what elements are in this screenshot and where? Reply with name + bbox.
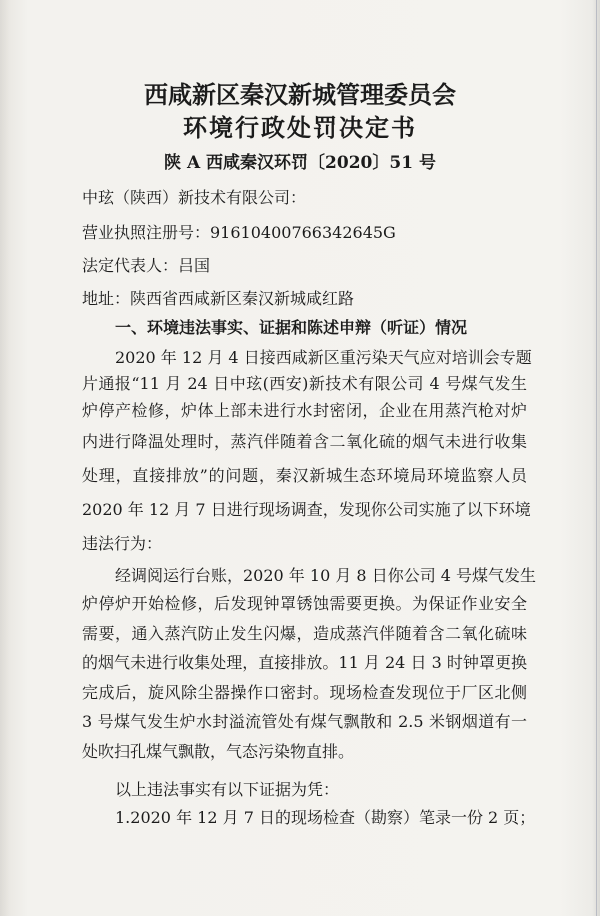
issuing-organization: 西咸新区秦汉新城管理委员会 — [144, 80, 456, 109]
document-title: 环境行政处罚决定书 — [183, 113, 417, 142]
para2-line: 炉停炉开始检修，后发现钟罩锈蚀需要更换。为保证作业安全 — [82, 594, 527, 613]
para2-line: 处吹扫孔煤气飘散，气态污染物直排。 — [82, 742, 355, 761]
document-number: 陕 A 西咸秦汉环罚〔2020〕51 号 — [164, 153, 436, 173]
para2-line: 的烟气未进行收集处理，直接排放。11 月 24 日 3 时钟罩更换 — [82, 653, 527, 672]
para2-line: 完成后，旋风除尘器操作口密封。现场检查发现位于厂区北侧 — [82, 683, 527, 702]
para1-line: 2020 年 12 月 7 日进行现场调查，发现你公司实施了以下环境 — [82, 500, 531, 519]
para1-line: 内进行降温处理时，蒸汽伴随着含二氧化硫的烟气未进行收集 — [82, 432, 527, 451]
party-address: 地址：陕西省西咸新区秦汉新城咸红路 — [82, 289, 355, 308]
para1-line: 片通报“11 月 24 日中玹(西安)新技术有限公司 4 号煤气发生 — [82, 374, 527, 393]
para1-line: 炉停产检修，炉体上部未进行水封密闭，企业在用蒸汽枪对炉 — [82, 401, 527, 420]
para2-line: 需要，通入蒸汽防止发生闪爆，造成蒸汽伴随着含二氧化硫味 — [82, 624, 527, 643]
evidence-item: 1.2020 年 12 月 7 日的现场检查（勘察）笔录一份 2 页； — [115, 808, 536, 827]
party-company: 中玹（陕西）新技术有限公司： — [82, 188, 307, 207]
para1-line: 2020 年 12 月 4 日接西咸新区重污染天气应对培训会专题 — [115, 348, 532, 367]
party-license: 营业执照注册号：91610400766342645G — [82, 223, 396, 242]
para2-line: 3 号煤气发生炉水封溢流管处有煤气飘散和 2.5 米钢烟道有一 — [82, 712, 527, 731]
evidence-intro: 以上违法事实有以下证据为凭： — [115, 780, 340, 799]
para1-line: 处理，直接排放”的问题，秦汉新城生态环境局环境监察人员 — [82, 466, 527, 485]
section-heading: 一、环境违法事实、证据和陈述申辩（听证）情况 — [115, 318, 468, 337]
party-legal-rep: 法定代表人：吕国 — [82, 256, 211, 275]
para2-line: 经调阅运行台账，2020 年 10 月 8 日你公司 4 号煤气发生 — [115, 566, 537, 585]
para1-line: 违法行为： — [82, 534, 163, 553]
